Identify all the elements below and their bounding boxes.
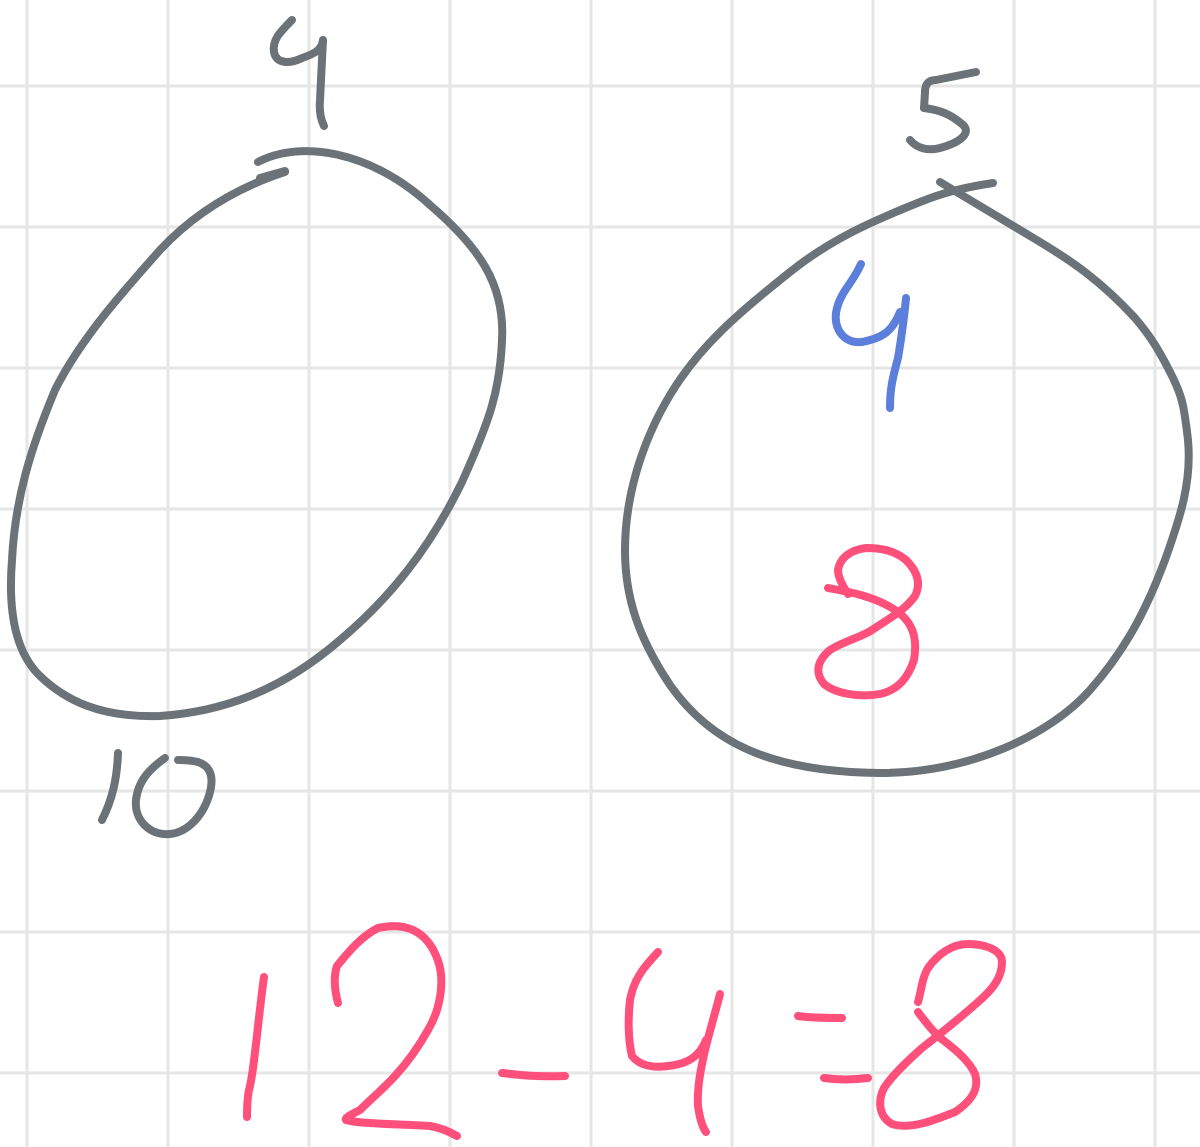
right-top-label-5 bbox=[910, 72, 976, 149]
right-inner-number-4 bbox=[836, 264, 906, 408]
left-oval-shape bbox=[11, 151, 502, 716]
right-inner-number-8 bbox=[818, 548, 918, 695]
equation-12-4-8 bbox=[247, 926, 1002, 1136]
left-bottom-label-10 bbox=[102, 753, 212, 834]
right-oval-shape bbox=[625, 182, 1189, 773]
left-top-label-4 bbox=[274, 20, 324, 126]
